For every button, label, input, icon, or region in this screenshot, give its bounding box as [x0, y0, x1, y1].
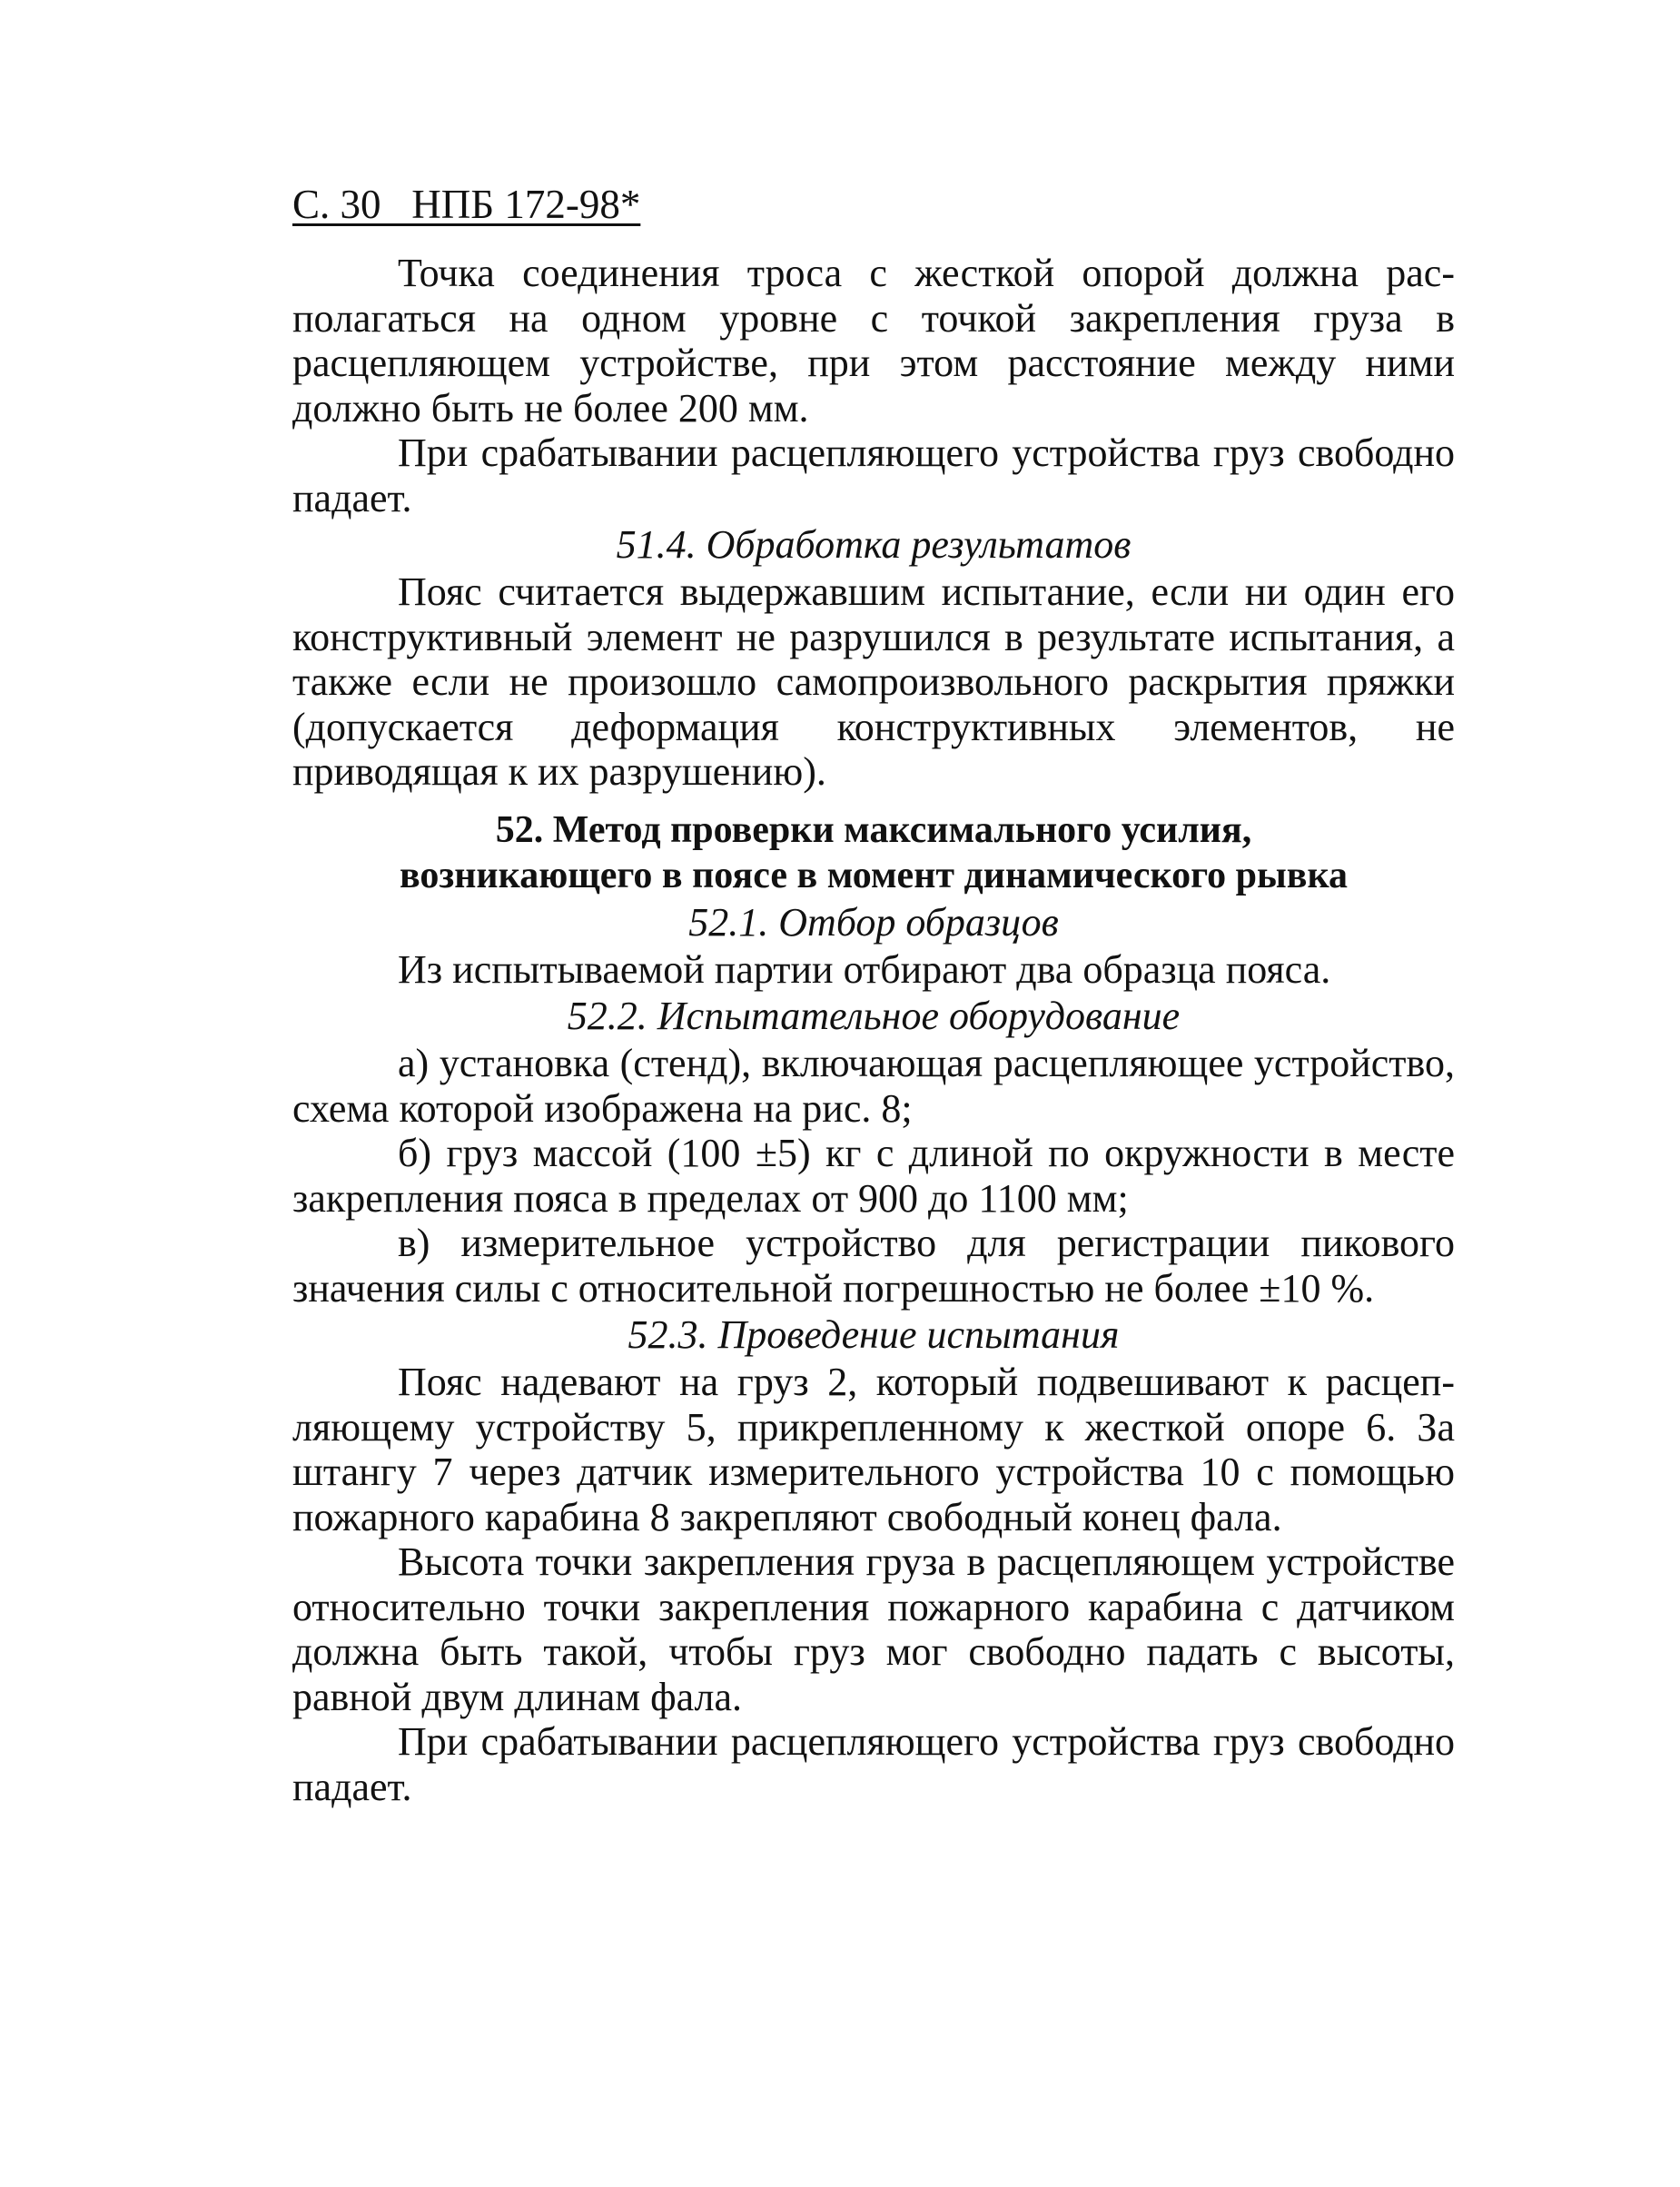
paragraph-release-fall: При срабатывании расцепляющего устройства груз свободно падает. [292, 430, 1455, 520]
paragraph-sample-selection: Из испытываемой партии отбирают два образца пояса. [398, 946, 1331, 992]
section-title-52 [292, 807, 1455, 898]
paragraph-rope-connection: Точка соединения троса с жесткой опорой должна располагаться на одном уровне с точкой закрепления груза в расцепляющем устройстве, при этом расстояние между ними должно быть не более 200 мм. [292, 251, 1455, 430]
paragraph-drop-height: Высота точки закрепления груза в расцепляющем устройстве относительно точки закрепления пожарного карабина с датчиком должна быть такой, чтобы груз мог свободно падать с высоты, равной двум длинам фала. [292, 1539, 1455, 1719]
subheading-52-3: 52.3. Проведение испытания [628, 1312, 1120, 1357]
list-item-equipment-a: а) установка (стенд), включающая расцепляющее устройство, схема которой изображена на рис. 8; [292, 1041, 1455, 1131]
list-item-equipment-b: б) груз массой (100 ±5) кг с длиной по окружности в месте закрепления пояса в пределах от 900 до 1100 мм; [292, 1131, 1455, 1221]
paragraph-test-setup: Пояс надевают на груз 2, который подвешивают к расцепляющему устройству 5, прикрепленному к жесткой опоре 6. За штангу 7 через датчик измерительного устройства 10 с помощью пожарного карабина 8 закрепляют свободный конец фала. [292, 1360, 1455, 1539]
document-page [292, 180, 1455, 1809]
paragraph-results-processing: Пояс считается выдержавшим испытание, если ни один его конструктивный элемент не разрушился в результате испытания, а также если не произошло самопроизвольного раскрытия пряжки (допускается деформация конструктивных элементов, не приводящая к их разрушению). [292, 569, 1455, 794]
page-header: С. 30 НПБ 172-98* [292, 182, 641, 227]
paragraph-free-fall: При срабатывании расцепляющего устройства груз свободно падает. [292, 1719, 1455, 1809]
subheading-52-2: 52.2. Испытательное оборудование [567, 994, 1181, 1038]
subheading-52-1: 52.1. Отбор образцов [688, 899, 1059, 945]
section-title-line-2: возникающего в поясе в момент динамического рывка [399, 854, 1349, 896]
list-item-equipment-c: в) измерительное устройство для регистрации пикового значения силы с относительной погрешностью не более ±10 %. [292, 1221, 1455, 1311]
subheading-51-4: 51.4. Обработка результатов [616, 522, 1132, 567]
section-title-line-1: 52. Метод проверки максимального усилия, [495, 808, 1252, 851]
